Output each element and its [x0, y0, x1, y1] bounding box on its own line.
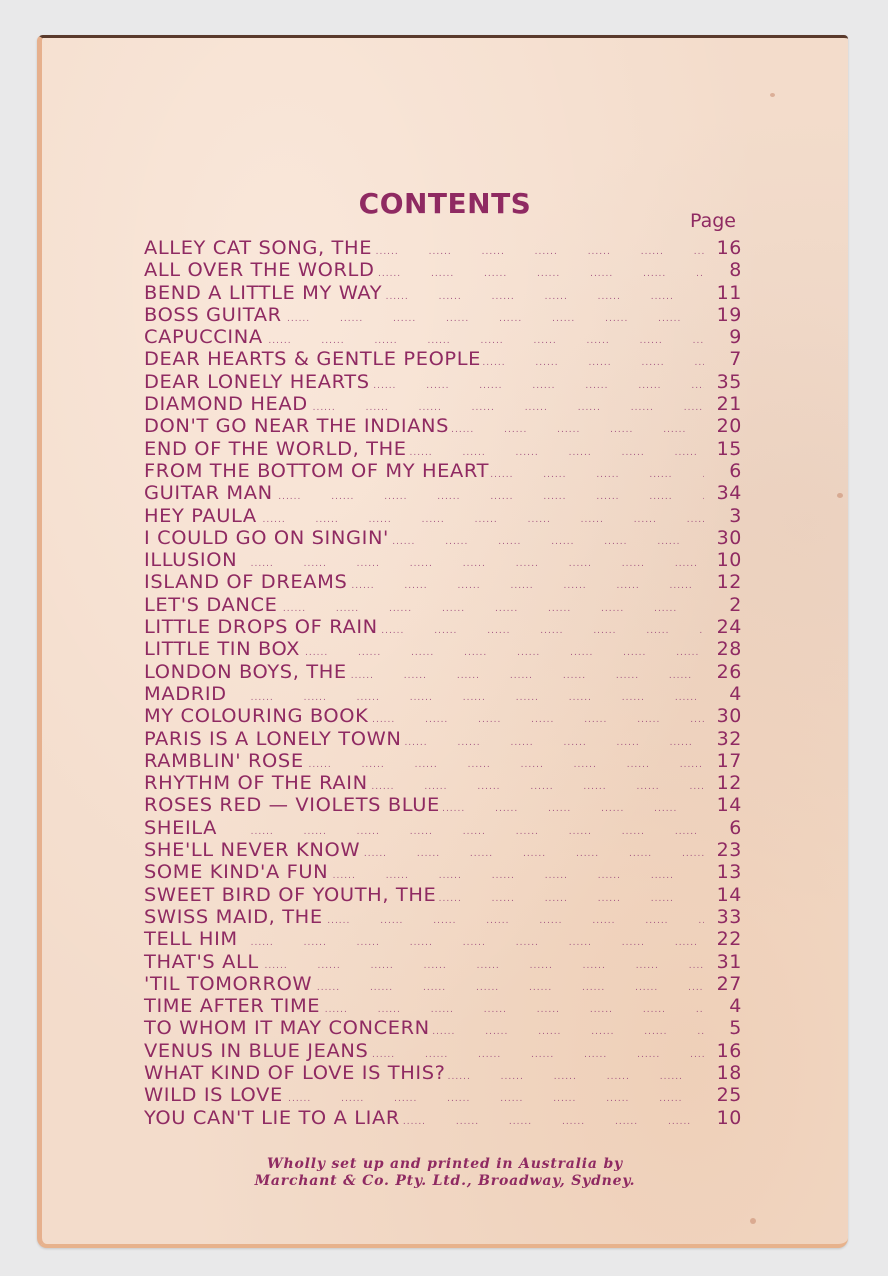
page-number: 7 [729, 348, 742, 371]
page-number: 14 [716, 883, 742, 906]
page-number: 18 [716, 1061, 742, 1084]
page-number: 26 [716, 660, 742, 683]
toc-entry [144, 951, 742, 973]
song-title: RAMBLIN' ROSE [144, 749, 304, 772]
toc-entry [144, 1017, 742, 1039]
page-number: 25 [716, 1084, 742, 1107]
toc-entry [144, 750, 742, 772]
song-title: WHAT KIND OF LOVE IS THIS? [144, 1061, 446, 1084]
page-number: 32 [716, 727, 742, 750]
table-of-contents [144, 237, 742, 1129]
page-number: 31 [716, 950, 742, 973]
page-number: 11 [716, 281, 742, 304]
song-title: RHYTHM OF THE RAIN [144, 772, 368, 795]
toc-entry [144, 527, 742, 549]
song-title: SHEILA [144, 816, 218, 839]
song-title: BOSS GUITAR [144, 303, 282, 326]
song-title: DEAR HEARTS & GENTLE PEOPLE [144, 348, 481, 371]
toc-entry [144, 348, 742, 370]
song-title: MADRID [144, 682, 227, 705]
toc-entry [144, 884, 742, 906]
page-number: 24 [716, 616, 742, 639]
toc-entry [144, 371, 742, 393]
song-title: ALL OVER THE WORLD [144, 259, 375, 282]
page-number: 16 [716, 237, 742, 259]
imprint-line-1: Wholly set up and printed in Australia by [267, 1156, 623, 1172]
song-title: DEAR LONELY HEARTS [144, 370, 370, 393]
page-number: 35 [716, 370, 742, 393]
toc-entry [144, 839, 742, 861]
song-title: ROSES RED — VIOLETS BLUE [144, 794, 440, 817]
song-title: ISLAND OF DREAMS [144, 571, 348, 594]
page-number: 27 [716, 972, 742, 995]
song-title: YOU CAN'T LIE TO A LIAR [144, 1106, 400, 1129]
song-title: TELL HIM [144, 928, 238, 951]
toc-entry [144, 237, 742, 259]
song-title: TO WHOM IT MAY CONCERN [144, 1017, 430, 1040]
song-title: SWEET BIRD OF YOUTH, THE [144, 883, 437, 906]
paper-stain [837, 493, 843, 498]
page-column-label: Page [690, 210, 736, 232]
song-title: LONDON BOYS, THE [144, 660, 347, 683]
page-number: 19 [716, 303, 742, 326]
page-number: 15 [716, 437, 742, 460]
paper-stain [750, 1218, 756, 1224]
page-number: 12 [716, 772, 742, 795]
toc-entry [144, 616, 742, 638]
song-title: HEY PAULA [144, 504, 257, 527]
song-title: MY COLOURING BOOK [144, 705, 369, 728]
song-title: LITTLE TIN BOX [144, 638, 301, 661]
toc-entry [144, 661, 742, 683]
toc-entry [144, 928, 742, 950]
page-number: 23 [716, 839, 742, 862]
toc-entry [144, 571, 742, 593]
toc-entry [144, 861, 742, 883]
page-number: 21 [716, 393, 742, 416]
toc-entry [144, 460, 742, 482]
page-number: 28 [716, 638, 742, 661]
toc-entry [144, 594, 742, 616]
toc-entry [144, 259, 742, 281]
toc-entry [144, 973, 742, 995]
page-number: 13 [716, 861, 742, 884]
song-title: THAT'S ALL [144, 950, 259, 973]
song-title: CAPUCCINA [144, 326, 263, 349]
toc-entry [144, 438, 742, 460]
page-number: 10 [716, 1106, 742, 1129]
song-title: DON'T GO NEAR THE INDIANS [144, 415, 450, 438]
page-number: 22 [716, 928, 742, 951]
toc-entry [144, 817, 742, 839]
page-number: 17 [716, 749, 742, 772]
toc-entry [144, 1062, 742, 1084]
song-title: END OF THE WORLD, THE [144, 437, 407, 460]
printer-imprint [42, 1156, 848, 1190]
dot-leader [403, 1111, 704, 1133]
song-title: GUITAR MAN [144, 482, 273, 505]
page-number: 12 [716, 571, 742, 594]
page-number: 2 [729, 593, 742, 616]
contents-title: CONTENTS [358, 186, 532, 220]
page-number: 6 [729, 816, 742, 839]
page-number: 10 [716, 549, 742, 572]
song-title: LITTLE DROPS OF RAIN [144, 616, 378, 639]
toc-entry [144, 705, 742, 727]
paper-stain [770, 93, 775, 97]
toc-entry [144, 683, 742, 705]
song-title: TIME AFTER TIME [144, 995, 321, 1018]
page-number: 9 [729, 326, 742, 349]
song-title: DIAMOND HEAD [144, 393, 308, 416]
song-title: WILD IS LOVE [144, 1084, 283, 1107]
song-title: I COULD GO ON SINGIN' [144, 526, 390, 549]
toc-entry [144, 1040, 742, 1062]
toc-entry [144, 995, 742, 1017]
song-title: LET'S DANCE [144, 593, 278, 616]
toc-entry [144, 1084, 742, 1106]
song-title: BEND A LITTLE MY WAY [144, 281, 383, 304]
song-title: SOME KIND'A FUN [144, 861, 329, 884]
toc-entry [144, 772, 742, 794]
page-number: 4 [729, 682, 742, 705]
page-number: 14 [716, 794, 742, 817]
toc-entry [144, 638, 742, 660]
song-title: PARIS IS A LONELY TOWN [144, 727, 402, 750]
page-number: 33 [716, 905, 742, 928]
toc-entry [144, 505, 742, 527]
song-title: SHE'LL NEVER KNOW [144, 839, 361, 862]
page-number: 4 [729, 995, 742, 1018]
page-number: 8 [729, 259, 742, 282]
song-title: 'TIL TOMORROW [144, 972, 313, 995]
page-number: 3 [729, 504, 742, 527]
toc-entry [144, 549, 742, 571]
toc-entry [144, 326, 742, 348]
page-number: 34 [716, 482, 742, 505]
toc-entry [144, 304, 742, 326]
song-title: ALLEY CAT SONG, THE [144, 237, 373, 259]
toc-entry [144, 282, 742, 304]
page-number: 6 [729, 459, 742, 482]
page-number: 20 [716, 415, 742, 438]
song-title: VENUS IN BLUE JEANS [144, 1039, 369, 1062]
song-title: FROM THE BOTTOM OF MY HEART [144, 459, 490, 482]
page-number: 5 [729, 1017, 742, 1040]
imprint-line-2: Marchant & Co. Pty. Ltd., Broadway, Sydney. [254, 1173, 636, 1189]
booklet-page [37, 35, 848, 1248]
toc-entry [144, 482, 742, 504]
page-number: 30 [716, 705, 742, 728]
toc-entry [144, 728, 742, 750]
song-title: SWISS MAID, THE [144, 905, 323, 928]
page-number: 30 [716, 526, 742, 549]
toc-entry [144, 906, 742, 928]
toc-entry [144, 1107, 742, 1129]
song-title: ILLUSION [144, 549, 238, 572]
toc-entry [144, 393, 742, 415]
page-number: 16 [716, 1039, 742, 1062]
toc-entry [144, 794, 742, 816]
toc-entry [144, 415, 742, 437]
